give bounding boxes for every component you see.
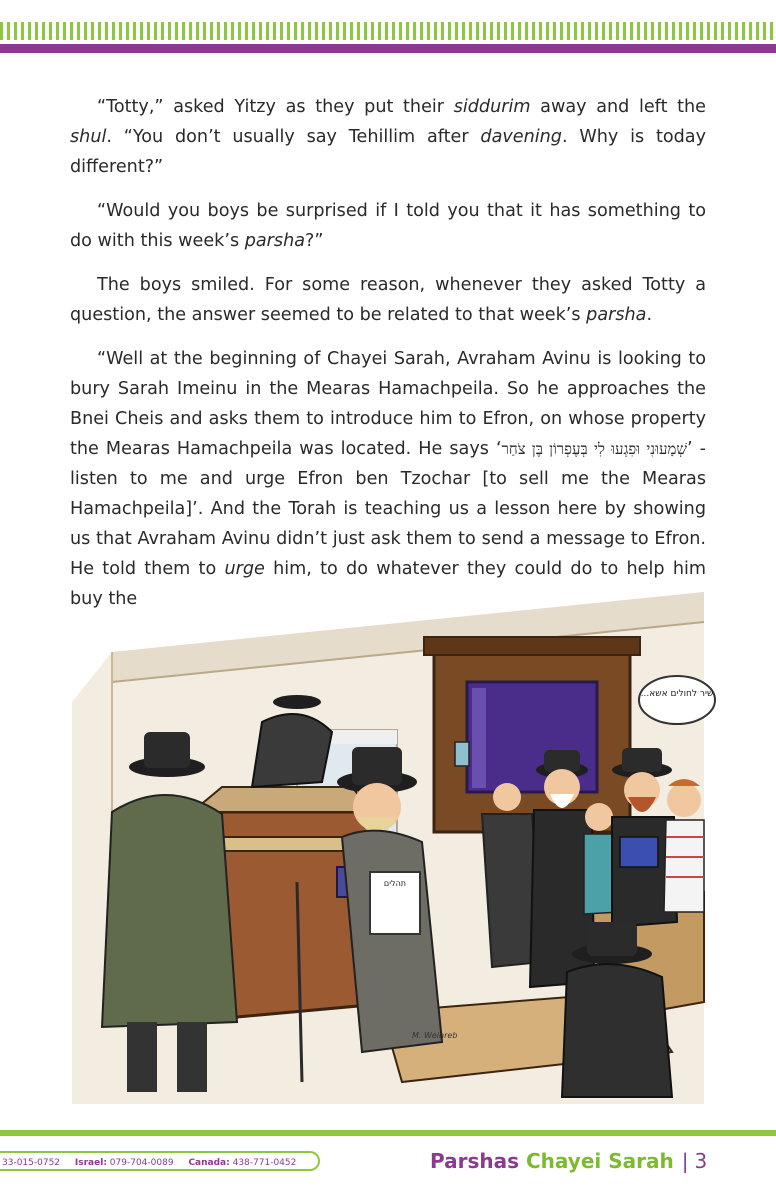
text-run: ?” [305,231,324,251]
italic-term: urge [224,559,265,579]
canada-label: Canada: [188,1158,230,1168]
text-run: “Totty,” asked Yitzy as they put their [97,97,454,117]
footer-green-rule [0,1130,776,1136]
shul-illustration [72,582,714,1104]
text-run: ’ - listen to me and urge Efron ben Tzochar [to sell me the Mearas Hamachpeila]’. And the Torah is teaching us a lesson here by showing us that Avraham Avinu didn’t just ask them to send a message to Efron. He told them to [70,439,706,579]
page-number: 3 [694,1149,708,1173]
text-run: “Well at the beginning of Chayei Sarah, Avraham Avinu is looking to bury Sarah Imeinu in the Mearas Hamachpeila. So he approaches the Bnei Cheis and asks them to introduce him to Efron, on whose property the Mearas Hamachpeila was located. He says ‘ [70,349,706,459]
title-separator: | [681,1149,689,1173]
header-purple-rule [0,44,776,53]
italic-term: parsha [244,231,305,251]
text-run: . “You don’t usually say Tehillim after [106,127,481,147]
contact-phone-box [0,1151,320,1171]
italic-term: parsha [586,305,647,325]
parsha-title [430,1146,707,1176]
paragraph-1 [70,92,706,182]
story-text [70,92,706,628]
paragraph-4 [70,344,706,614]
paragraph-3 [70,270,706,330]
italic-term: siddurim [453,97,531,117]
text-run: “Would you boys be surprised if I told you that it has something to do with this week’s [70,201,706,251]
header-tick-pattern [0,22,776,40]
speech-bubble-text: שיר לחולים אשא... [640,689,714,699]
text-run: The boys smiled. For some reason, whenever they asked Totty a question, the answer seemed to be related to that week’s [70,275,706,325]
canada-phone: 438-771-0452 [232,1158,297,1168]
text-run: . [646,305,653,325]
artist-signature: M. Weinreb [412,1031,458,1040]
header-decoration [0,0,776,56]
text-run: away and left the [530,97,707,117]
israel-label: Israel: [74,1158,107,1168]
pamphlet-label: תהלים [383,879,407,888]
text-run: him, to do whatever they could do to help him buy the [70,559,706,609]
paragraph-2 [70,196,706,256]
text-run: . Why is today different?” [70,127,706,177]
hebrew-quote: שְׁמָעוּנִי וּפִגְעוּ לִי בְּעֶפְרוֹן בֶּן צֹחַר [501,440,687,458]
title-word-parshas: Parshas [430,1149,520,1173]
italic-term: shul [70,127,107,147]
italic-term: davening [480,127,562,147]
title-word-chayei-sarah: Chayei Sarah [526,1149,674,1173]
phone-fragment: 33-015-0752 [2,1158,61,1168]
israel-phone: 079-704-0089 [109,1158,174,1168]
